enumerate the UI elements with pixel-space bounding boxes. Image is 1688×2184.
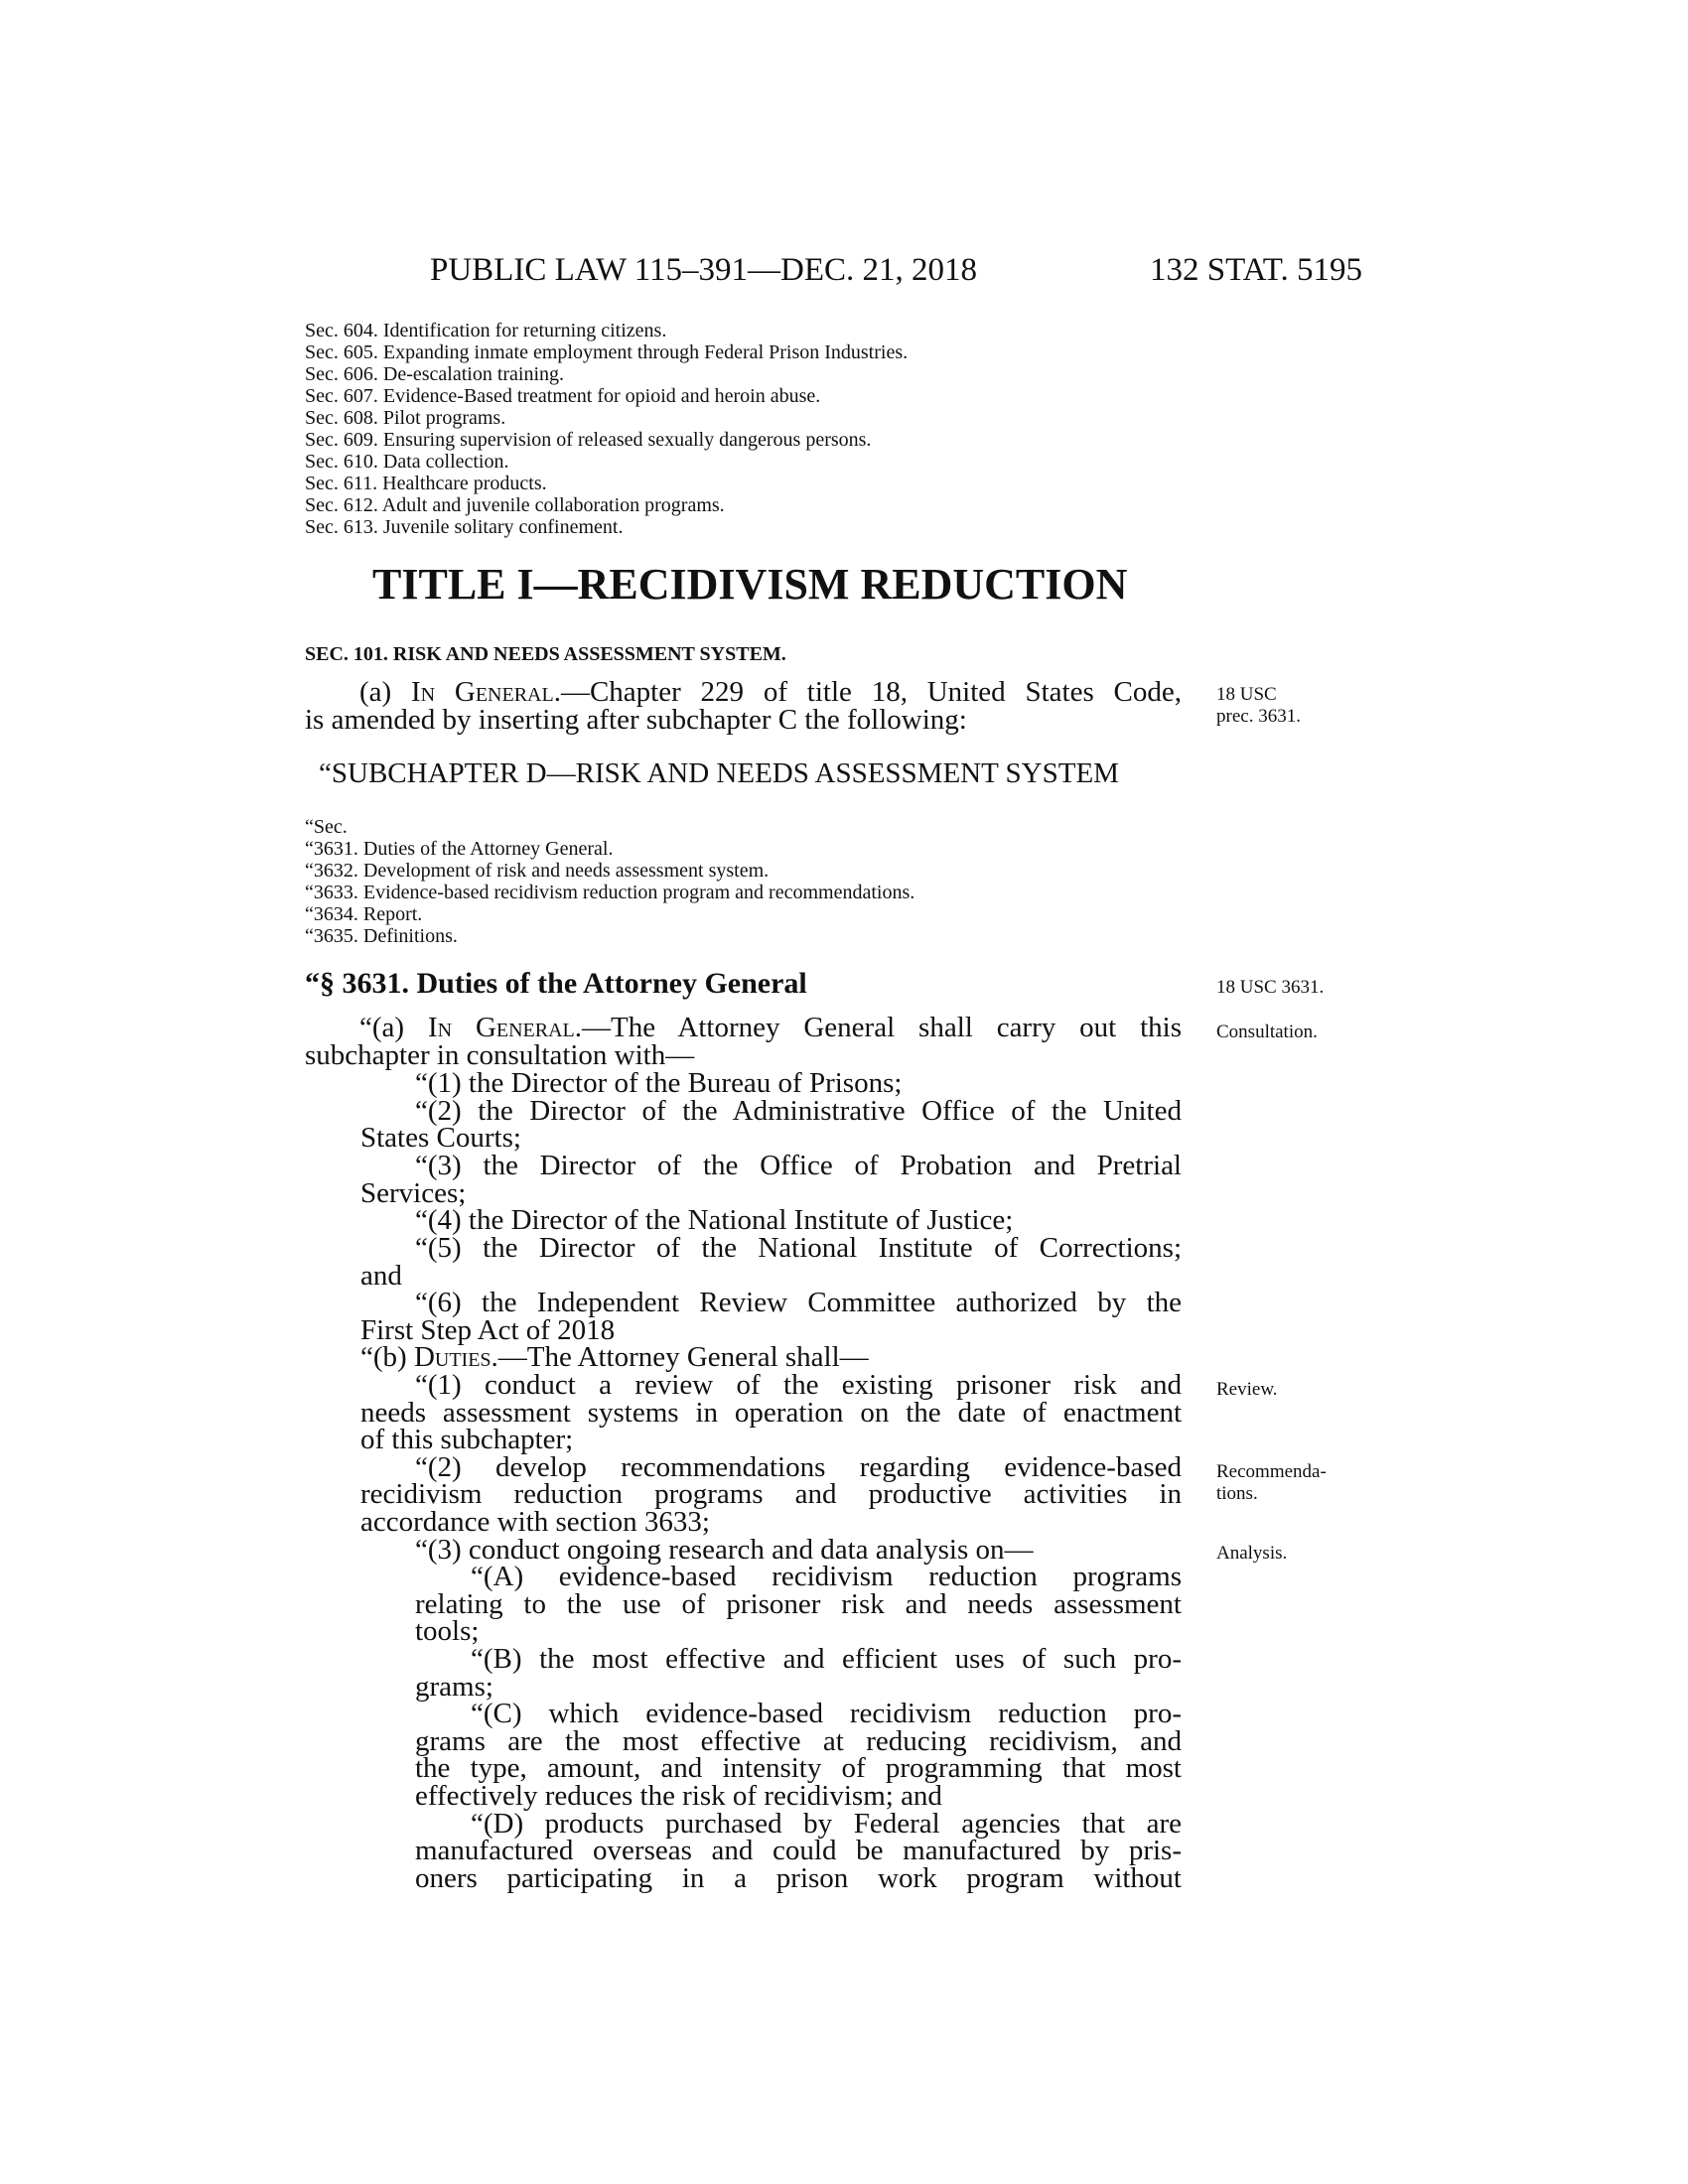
a-item-2-line1: “(2) the Director of the Administrative Office of the United bbox=[415, 1095, 1182, 1127]
toc-entry: “3632. Development of risk and needs assessment system. bbox=[305, 860, 770, 882]
section-3631-heading: “§ 3631. Duties of the Attorney General bbox=[305, 967, 807, 1000]
a-item-3-line2: Services; bbox=[360, 1177, 467, 1209]
a-item-4: “(4) the Director of the National Institute of Justice; bbox=[415, 1204, 1014, 1236]
margin-note-usc-prec-2: prec. 3631. bbox=[1216, 706, 1301, 727]
a-item-6-line1: “(6) the Independent Review Committee authorized by the bbox=[415, 1287, 1182, 1318]
sa-line1 bbox=[305, 1012, 1182, 1043]
sb-open: “(b) bbox=[360, 1341, 414, 1373]
b-item-1-line3: of this subchapter; bbox=[360, 1424, 574, 1455]
sb-rest: .—The Attorney General shall— bbox=[491, 1341, 869, 1373]
toc-entry: Sec. 608. Pilot programs. bbox=[305, 407, 506, 429]
para-a-line2: is amended by inserting after subchapter C the following: bbox=[305, 704, 967, 736]
margin-note-usc-prec-1: 18 USC bbox=[1216, 684, 1277, 705]
title-heading: TITLE I—RECIDIVISM REDUCTION bbox=[372, 560, 1128, 609]
margin-note-analysis: Analysis. bbox=[1216, 1543, 1288, 1564]
toc-entry: Sec. 611. Healthcare products. bbox=[305, 473, 547, 494]
a-item-6-line2: First Step Act of 2018 bbox=[360, 1314, 616, 1346]
sub-C-line3: the type, amount, and intensity of programming that most bbox=[415, 1752, 1182, 1784]
b-item-2-line2: recidivism reduction programs and productive activities in bbox=[360, 1478, 1182, 1510]
a-item-3-line1: “(3) the Director of the Office of Probation and Pretrial bbox=[415, 1150, 1182, 1181]
section-101-heading: SEC. 101. RISK AND NEEDS ASSESSMENT SYSTEM. bbox=[305, 643, 786, 665]
sub-A-line1: “(A) evidence-based recidivism reduction programs bbox=[471, 1561, 1182, 1592]
a-item-5-line1: “(5) the Director of the National Institute of Corrections; bbox=[415, 1232, 1182, 1264]
subchapter-heading: “SUBCHAPTER D—RISK AND NEEDS ASSESSMENT SYSTEM bbox=[319, 757, 1119, 789]
b-item-2-line3: accordance with section 3633; bbox=[360, 1506, 710, 1538]
sub-C-line2: grams are the most effective at reducing recidivism, and bbox=[415, 1725, 1182, 1757]
para-a-rest: .—Chapter 229 of title 18, United States Code, bbox=[553, 676, 1182, 708]
b-item-2-line1: “(2) develop recommendations regarding evidence-based bbox=[415, 1451, 1182, 1483]
sa-line2: subchapter in consultation with— bbox=[305, 1039, 695, 1071]
margin-note-recommendations-1: Recommenda- bbox=[1216, 1461, 1327, 1482]
running-header-right: 132 STAT. 5195 bbox=[1150, 252, 1363, 288]
margin-note-consultation: Consultation. bbox=[1216, 1022, 1318, 1042]
b-item-1-line2: needs assessment systems in operation on the date of enactment bbox=[360, 1397, 1182, 1429]
toc-entry: Sec. 612. Adult and juvenile collaboration programs. bbox=[305, 494, 725, 516]
toc-subchapter bbox=[305, 816, 914, 947]
a-item-5-line2: and bbox=[360, 1260, 402, 1292]
sub-A-line3: tools; bbox=[415, 1615, 480, 1647]
toc-entry: Sec. 606. De-escalation training. bbox=[305, 363, 565, 385]
a-item-1: “(1) the Director of the Bureau of Prisons; bbox=[415, 1067, 903, 1099]
toc-entry: “3635. Definitions. bbox=[305, 925, 458, 947]
sb-line bbox=[360, 1341, 869, 1373]
sub-B-line2: grams; bbox=[415, 1671, 493, 1703]
toc-entry: “Sec. bbox=[305, 816, 348, 838]
sub-D-line2: manufactured overseas and could be manufactured by pris- bbox=[415, 1835, 1182, 1866]
toc-entry: “3634. Report. bbox=[305, 903, 423, 925]
sub-B-line1: “(B) the most effective and efficient uses of such pro- bbox=[471, 1643, 1182, 1675]
margin-note-review: Review. bbox=[1216, 1379, 1278, 1400]
sub-C-line4: effectively reduces the risk of recidivism; and bbox=[415, 1780, 942, 1812]
toc-entry: Sec. 613. Juvenile solitary confinement. bbox=[305, 516, 624, 538]
toc-entry: “3633. Evidence-based recidivism reduction program and recommendations. bbox=[305, 882, 915, 903]
toc-entry: Sec. 607. Evidence-Based treatment for opioid and heroin abuse. bbox=[305, 385, 821, 407]
sub-D-line3: oners participating in a prison work program without bbox=[415, 1862, 1182, 1894]
sub-D-line1: “(D) products purchased by Federal agencies that are bbox=[471, 1808, 1182, 1840]
toc-entry: “3631. Duties of the Attorney General. bbox=[305, 838, 614, 860]
margin-note-usc-3631: 18 USC 3631. bbox=[1216, 977, 1325, 998]
para-a-smallcaps: In General bbox=[410, 676, 554, 708]
a-item-2-line2: States Courts; bbox=[360, 1122, 521, 1154]
para-a-open: (a) bbox=[359, 676, 411, 708]
toc-entry: Sec. 609. Ensuring supervision of released sexually dangerous persons. bbox=[305, 429, 872, 451]
toc-entry: Sec. 605. Expanding inmate employment through Federal Prison Industries. bbox=[305, 341, 909, 363]
sa-smallcaps: In General bbox=[427, 1012, 575, 1043]
sub-C-line1: “(C) which evidence-based recidivism reduction pro- bbox=[471, 1698, 1182, 1729]
sa-rest: .—The Attorney General shall carry out this bbox=[574, 1012, 1182, 1043]
para-a-line1 bbox=[305, 676, 1182, 708]
toc-top bbox=[305, 320, 908, 538]
sb-smallcaps: Duties bbox=[413, 1341, 492, 1373]
margin-note-recommendations-2: tions. bbox=[1216, 1483, 1258, 1504]
toc-entry: Sec. 604. Identification for returning citizens. bbox=[305, 320, 667, 341]
sub-A-line2: relating to the use of prisoner risk and needs assessment bbox=[415, 1588, 1182, 1620]
toc-entry: Sec. 610. Data collection. bbox=[305, 451, 509, 473]
running-header-left: PUBLIC LAW 115–391—DEC. 21, 2018 bbox=[430, 252, 978, 288]
b-item-1-line1: “(1) conduct a review of the existing prisoner risk and bbox=[415, 1369, 1182, 1401]
b-item-3: “(3) conduct ongoing research and data analysis on— bbox=[415, 1534, 1034, 1566]
sa-open: “(a) bbox=[359, 1012, 428, 1043]
